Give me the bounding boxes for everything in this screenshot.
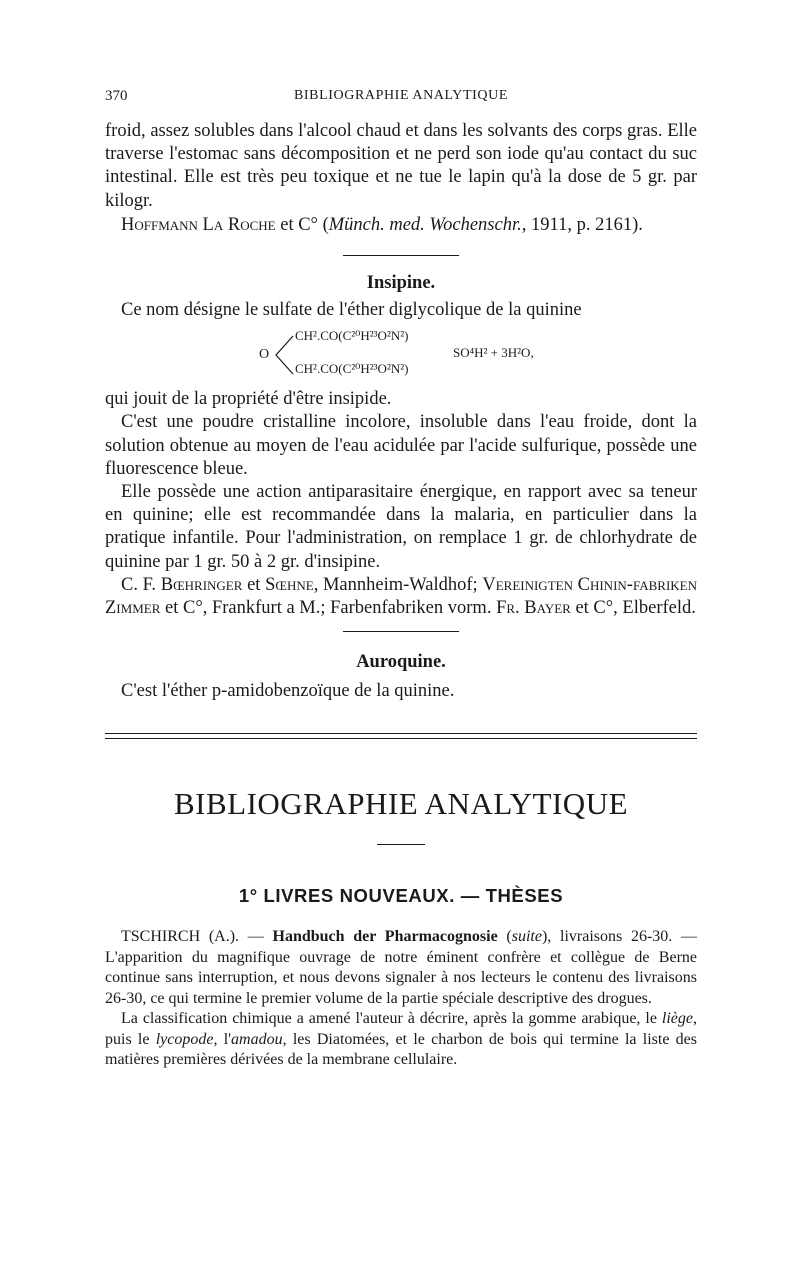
continuation-paragraph: froid, assez solubles dans l'alcool chaud et dans les solvants des corps gras. Elle traverse l'estomac sans décomposition et ne perd son iode qu'au contact du suc intestinal. Elle est très peu toxique et ne tue le lapin qu'à la dose de 5 gr. par kilogr. xyxy=(105,121,697,211)
page-header xyxy=(105,88,697,110)
book-title: Handbuch der Pharmacognosie xyxy=(272,928,498,946)
running-title: BIBLIOGRAPHIE ANALYTIQUE xyxy=(293,88,509,103)
citation-authors: Hoffmann La Roche xyxy=(121,214,276,235)
insipine-para-1: qui jouit de la propriété d'être insipide. xyxy=(105,389,392,410)
section-heading-livres: 1° LIVRES NOUVEAUX. — THÈSES xyxy=(238,885,564,907)
insipine-para-3: Elle possède une action antiparasitaire énergique, en rapport avec sa teneur en quinine; elle est recommandée dans la malaria, en particulier dans la pratique infantile. Pour l'administration, on remplace 1 gr. de chlorhydrate de quinine par 1 gr. 50 à 2 gr. d'insipine. xyxy=(105,482,697,572)
separator-rule xyxy=(343,631,459,632)
bibliography-entry: TSCHIRCH (A.). — Handbuch der Pharmacognosie (suite), livraisons 26-30. — L'apparition du magnifique ouvrage de notre éminent confrère et collègue de Berne continue sans interruption, et nous devons signaler à nos lecteurs le contenu des livraisons 26-30, ce qui termine le premier volume de la partie spéciale descriptive des drogues. xyxy=(105,928,698,1007)
formula-oxygen: O xyxy=(259,347,270,363)
section-heading-insipine: Insipine. xyxy=(366,273,436,294)
formula-suffix: SO⁴H² + 3H²O, xyxy=(453,345,534,361)
double-rule xyxy=(105,733,697,739)
formula-top-branch: CH².CO(C²⁰H²³O²N²) xyxy=(295,328,409,344)
bibliography-entry-para-2: La classification chimique a amené l'auteur à décrire, après la gomme arabique, le liège, puis le lycopode, l'amadou, les Diatomées, et le charbon de bois qui termine la liste des matières premières dérivées de la membrane cellulaire. xyxy=(105,1010,698,1069)
formula-bottom-branch: CH².CO(C²⁰H²³O²N²) xyxy=(295,361,409,377)
insipine-para-2: C'est une poudre cristalline incolore, insoluble dans l'eau froide, dont la solution obtenue au moyen de l'eau acidulée par l'acide sulfurique, possède une fluorescence bleue. xyxy=(105,412,697,479)
separator-rule xyxy=(343,255,459,256)
citation: Hoffmann La Roche et C° (Münch. med. Wochenschr., 1911, p. 2161). xyxy=(121,214,643,235)
bibliography-title: BIBLIOGRAPHIE ANALYTIQUE xyxy=(173,786,629,822)
insipine-intro: Ce nom désigne le sulfate de l'éther diglycolique de la quinine xyxy=(121,300,582,321)
insipine-sources: C. F. Bœhringer et Sœhne, Mannheim-Waldhof; Vereinigten Chinin-fabriken Zimmer et C°, Frankfurt a M.; Farbenfabriken vorm. Fr. Bayer et C°, Elberfeld. xyxy=(105,574,697,619)
separator-rule xyxy=(377,844,425,845)
chemical-formula xyxy=(105,328,697,388)
formula-bond-icon xyxy=(273,330,295,380)
section-heading-auroquine: Auroquine. xyxy=(356,652,446,673)
citation-journal: Münch. med. Wochenschr. xyxy=(328,214,522,235)
page-body xyxy=(105,120,697,1071)
auroquine-text: C'est l'éther p-amidobenzoïque de la quinine. xyxy=(121,681,455,702)
page-number: 370 xyxy=(105,88,128,104)
